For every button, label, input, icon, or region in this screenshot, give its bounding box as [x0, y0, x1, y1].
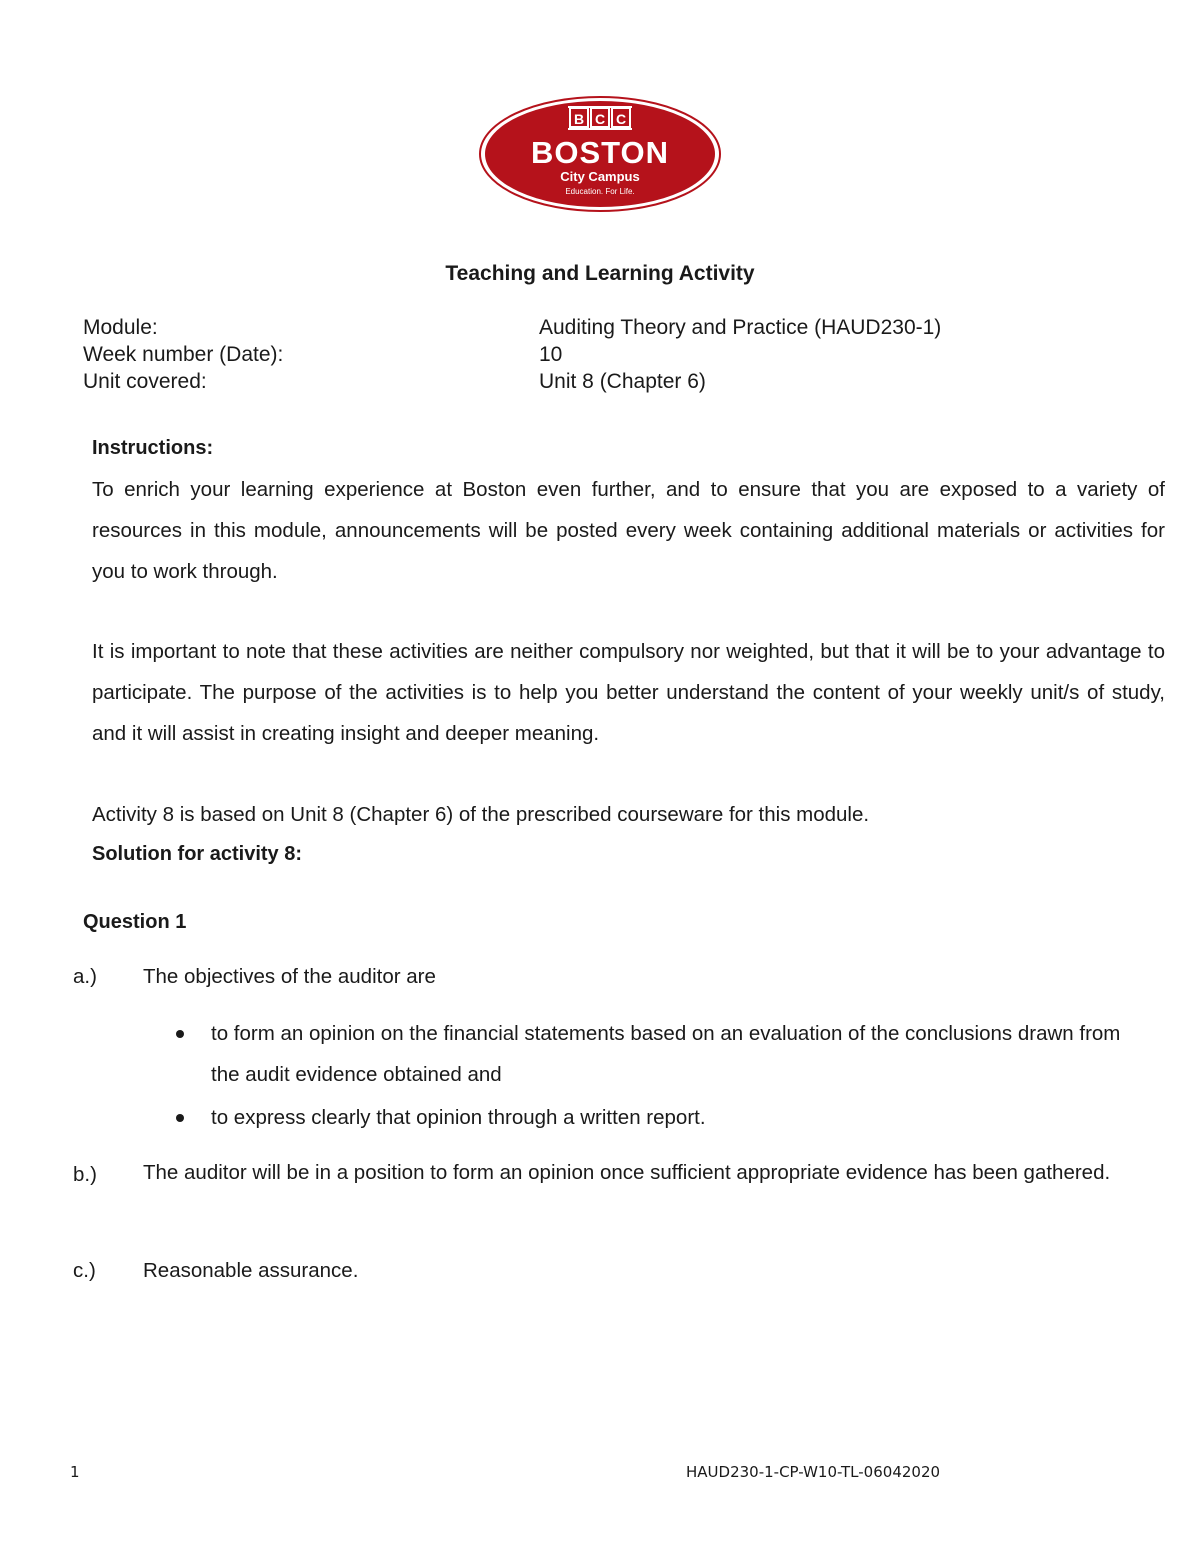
document-title: Teaching and Learning Activity [445, 262, 755, 285]
meta-value: Auditing Theory and Practice (HAUD230-1) [539, 316, 942, 339]
svg-text:B: B [573, 111, 585, 127]
answer-c-text: Reasonable assurance. [143, 1259, 359, 1282]
logo-subtitle: City Campus [560, 169, 640, 184]
bullet-item: to express clearly that opinion through a written report. [211, 1106, 706, 1129]
question-heading: Question 1 [83, 911, 187, 933]
instructions-heading: Instructions: [92, 437, 214, 459]
solution-heading: Solution for activity 8: [92, 843, 303, 865]
bullet-icon [176, 1114, 184, 1122]
answer-c-label: c.) [73, 1259, 96, 1282]
bullet-item: to form an opinion on the financial statements based on an evaluation of the conclusions drawn from the audit evidence obtained and [211, 1022, 1121, 1086]
answer-b-text: The auditor will be in a position to form an opinion once sufficient appropriate evidence has been gathered. [143, 1161, 1111, 1184]
answer-a-label: a.) [73, 965, 97, 988]
paragraph-intro: To enrich your learning experience at Boston even further, and to ensure that you are exposed to a variety of resources in this module, announcements will be posted every week containing additional materials or activities for you to work through. [92, 478, 1165, 583]
page-number: 1 [70, 1463, 80, 1481]
answer-a-text: The objectives of the auditor are [143, 965, 436, 988]
svg-text:C: C [594, 111, 606, 127]
meta-value: 10 [539, 343, 563, 366]
meta-key: Unit covered: [83, 370, 207, 393]
activity-line: Activity 8 is based on Unit 8 (Chapter 6) of the prescribed courseware for this module. [92, 803, 870, 826]
svg-text:C: C [615, 111, 627, 127]
meta-row-unit [83, 370, 1143, 398]
boston-city-campus-logo [478, 95, 722, 213]
logo-tagline: Education. For Life. [565, 187, 635, 196]
meta-row-module [83, 316, 1143, 344]
answer-b-label: b.) [73, 1163, 97, 1186]
meta-value: Unit 8 (Chapter 6) [539, 370, 706, 393]
bullet-icon [176, 1030, 184, 1038]
document-code: HAUD230-1-CP-W10-TL-06042020 [686, 1463, 941, 1481]
logo-name: BOSTON [530, 135, 670, 170]
meta-key: Module: [83, 316, 158, 339]
paragraph-importance: It is important to note that these activities are neither compulsory nor weighted, but that it will be to your advantage to participate. The purpose of the activities is to help you better understand the content of your weekly unit/s of study, and it will assist in creating insight and deeper meaning. [92, 640, 1165, 745]
logo-initials [574, 111, 626, 127]
meta-key: Week number (Date): [83, 343, 284, 366]
meta-row-week [83, 343, 1143, 371]
